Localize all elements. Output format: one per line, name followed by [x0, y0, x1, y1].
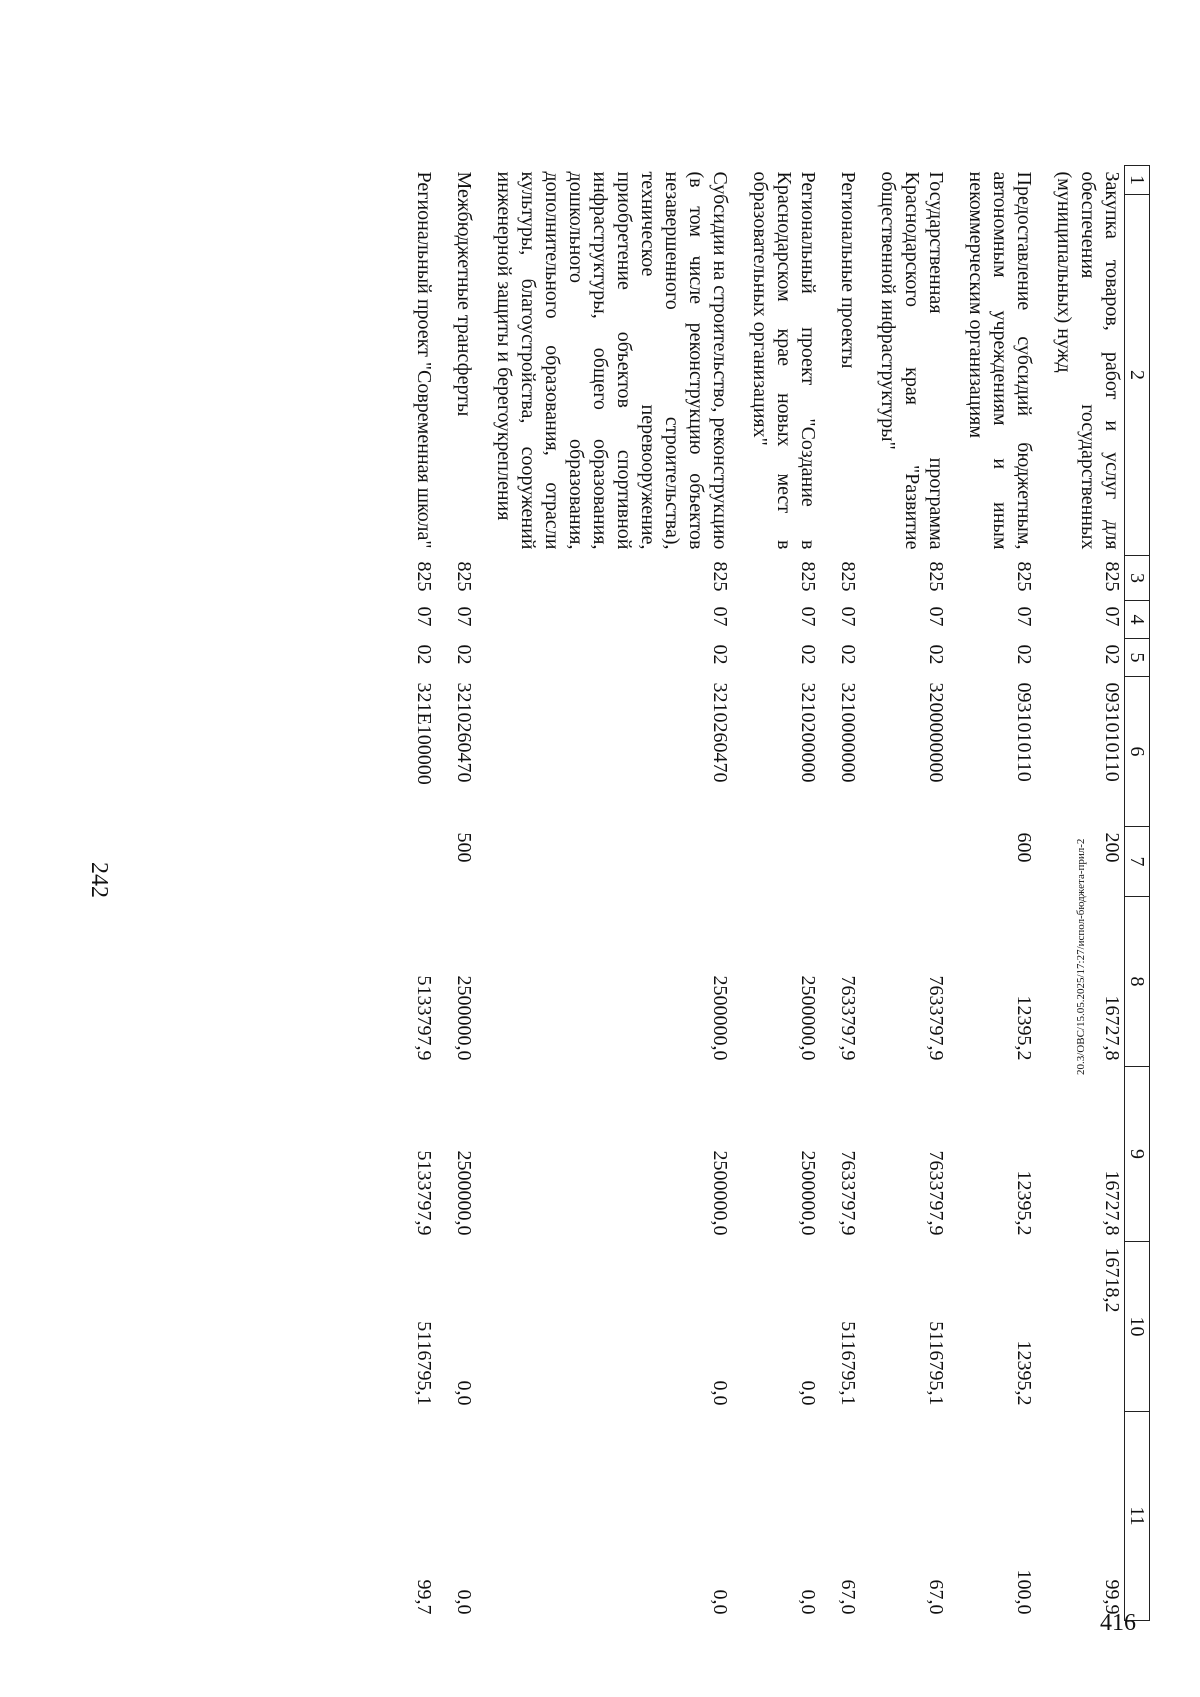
cell-expense-type — [734, 827, 822, 897]
cell-executed: 5116795,1 — [837, 1321, 859, 1406]
cell-planned: 7633797,9 — [925, 1150, 947, 1236]
cell-executed: 5116795,1 — [413, 1321, 435, 1406]
col-header-10: 10 — [1125, 1242, 1150, 1412]
cell-percent: 0,0 — [709, 1589, 731, 1615]
cell-expense-type — [398, 827, 438, 897]
cell-ministry: 825 — [413, 561, 435, 592]
cell-expense-type: 500 — [453, 832, 475, 863]
cell-ministry: 825 — [453, 561, 475, 592]
cell-expense-type — [862, 827, 950, 897]
cell-section: 07 — [1013, 606, 1035, 627]
cell-expense-type: 200 — [1101, 832, 1123, 863]
cell-ministry: 825 — [1101, 561, 1123, 592]
cell-subsection: 02 — [797, 644, 819, 665]
cell-target-code: 0931010110 — [1013, 682, 1035, 782]
cell-subsection: 02 — [709, 644, 731, 665]
col-header-2: 2 — [1126, 370, 1148, 380]
cell-subsection: 02 — [837, 644, 859, 665]
col-header-7: 7 — [1125, 827, 1150, 897]
col-header-1-2 — [1125, 166, 1150, 556]
cell-ministry: 825 — [837, 561, 859, 592]
col-header-9: 9 — [1125, 1067, 1150, 1242]
cell-planned: 7633797,9 — [837, 1150, 859, 1236]
cell-ministry: 825 — [925, 561, 947, 592]
cell-executed: 0,0 — [453, 1380, 475, 1406]
row-name: Предоставление субсидий бюджетным, автономным учреждениям и иным некоммерческим организациям — [965, 171, 1035, 550]
cell-planned: 16727,8 — [1101, 1170, 1123, 1236]
cell-planned: 5133797,9 — [413, 1150, 435, 1236]
cell-planned: 2500000,0 — [709, 1150, 731, 1236]
col-header-11: 11 — [1125, 1412, 1150, 1621]
cell-section: 07 — [453, 606, 475, 627]
cell-percent: 67,0 — [837, 1579, 859, 1615]
col-header-5: 5 — [1125, 639, 1150, 677]
cell-approved: 7633797,9 — [925, 975, 947, 1061]
footer-stamp-text: 20.3/ОВС/15.05.2025/17:27/испол-бюджета-прил-2 — [1075, 838, 1087, 1075]
row-name: Государственная программа Краснодарского края "Развитие общественной инфраструктуры" — [877, 171, 947, 550]
cell-section: 07 — [709, 606, 731, 627]
cell-executed: 0,0 — [709, 1380, 731, 1406]
cell-approved: 2500000,0 — [797, 975, 819, 1061]
table-row — [862, 166, 950, 1621]
row-name: Региональный проект "Создание в Краснодарском крае новых мест в образовательных организациях" — [749, 171, 819, 550]
cell-section: 07 — [797, 606, 819, 627]
cell-approved: 7633797,9 — [837, 975, 859, 1061]
cell-section: 07 — [925, 606, 947, 627]
cell-target-code: 3210260470 — [709, 682, 731, 783]
cell-percent: 0,0 — [453, 1589, 475, 1615]
cell-target-code: 3210260470 — [453, 682, 475, 783]
cell-ministry: 825 — [709, 561, 731, 592]
budget-table — [398, 165, 1150, 1621]
cell-executed: 5116795,1 — [925, 1321, 947, 1406]
cell-subsection: 02 — [1013, 644, 1035, 665]
header-row — [1125, 166, 1150, 1621]
cell-section: 07 — [1101, 606, 1123, 627]
cell-subsection: 02 — [413, 644, 435, 665]
table-row — [478, 166, 734, 1621]
cell-expense-type — [478, 827, 734, 897]
cell-ministry: 825 — [797, 561, 819, 592]
cell-executed: 12395,2 — [1013, 1340, 1035, 1406]
cell-percent: 99,9 — [1101, 1579, 1123, 1615]
col-header-4: 4 — [1125, 601, 1150, 639]
col-header-6: 6 — [1125, 677, 1150, 827]
cell-target-code: 3210200000 — [797, 682, 819, 783]
table-row — [398, 166, 438, 1621]
cell-section: 07 — [837, 606, 859, 627]
cell-subsection: 02 — [925, 644, 947, 665]
table-row — [822, 166, 862, 1621]
rotated-page — [86, 70, 1160, 1690]
row-name: Закупка товаров, работ и услуг для обеспечения государственных (муниципальных) нужд — [1053, 171, 1123, 550]
cell-percent: 99,7 — [413, 1579, 435, 1615]
row-name: Региональные проекты — [837, 171, 859, 369]
cell-percent: 67,0 — [925, 1579, 947, 1615]
cell-planned: 2500000,0 — [453, 1150, 475, 1236]
cell-subsection: 02 — [453, 644, 475, 665]
table-row — [734, 166, 822, 1621]
cell-expense-type — [822, 827, 862, 897]
cell-target-code: 321E100000 — [413, 682, 435, 785]
cell-approved: 2500000,0 — [709, 975, 731, 1061]
cell-expense-type: 600 — [1013, 832, 1035, 863]
cell-planned: 2500000,0 — [797, 1150, 819, 1236]
cell-target-code: 0931010110 — [1101, 682, 1123, 782]
cell-ministry: 825 — [1013, 561, 1035, 592]
cell-percent: 100,0 — [1013, 1569, 1035, 1615]
table-row — [950, 166, 1038, 1621]
cell-executed: 0,0 — [797, 1380, 819, 1406]
sheet-number: 416 — [1100, 1610, 1136, 1636]
cell-section: 07 — [413, 606, 435, 627]
cell-executed: 16718,2 — [1101, 1247, 1123, 1313]
col-header-3: 3 — [1125, 556, 1150, 601]
cell-approved: 12395,2 — [1013, 995, 1035, 1061]
cell-target-code: 3210000000 — [837, 682, 859, 783]
col-header-8: 8 — [1125, 897, 1150, 1067]
row-name: Субсидии на строительство, реконструкцию (в том числе реконструкцию объектов незавершенного строительства), техническое перевооружение, приобретение объектов спортивной инфраструктуры, общего образования, дошкольного образования, дополнительного образования, отрасли культуры, благоустройства, сооружений инженерной защиты и берегоукрепления — [493, 171, 731, 550]
cell-approved: 5133797,9 — [413, 975, 435, 1061]
page-number: 242 — [86, 862, 112, 898]
table-row — [438, 166, 478, 1621]
row-name: Межбюджетные трансферты — [453, 171, 475, 417]
cell-approved: 16727,8 — [1101, 995, 1123, 1061]
cell-subsection: 02 — [1101, 644, 1123, 665]
cell-planned: 12395,2 — [1013, 1170, 1035, 1236]
cell-approved: 2500000,0 — [453, 975, 475, 1061]
footer-stamp — [1075, 839, 1087, 1075]
cell-percent: 0,0 — [797, 1589, 819, 1615]
row-name: Региональный проект "Современная школа" — [413, 171, 435, 549]
col-header-1: 1 — [1125, 166, 1149, 195]
cell-target-code: 3200000000 — [925, 682, 947, 783]
